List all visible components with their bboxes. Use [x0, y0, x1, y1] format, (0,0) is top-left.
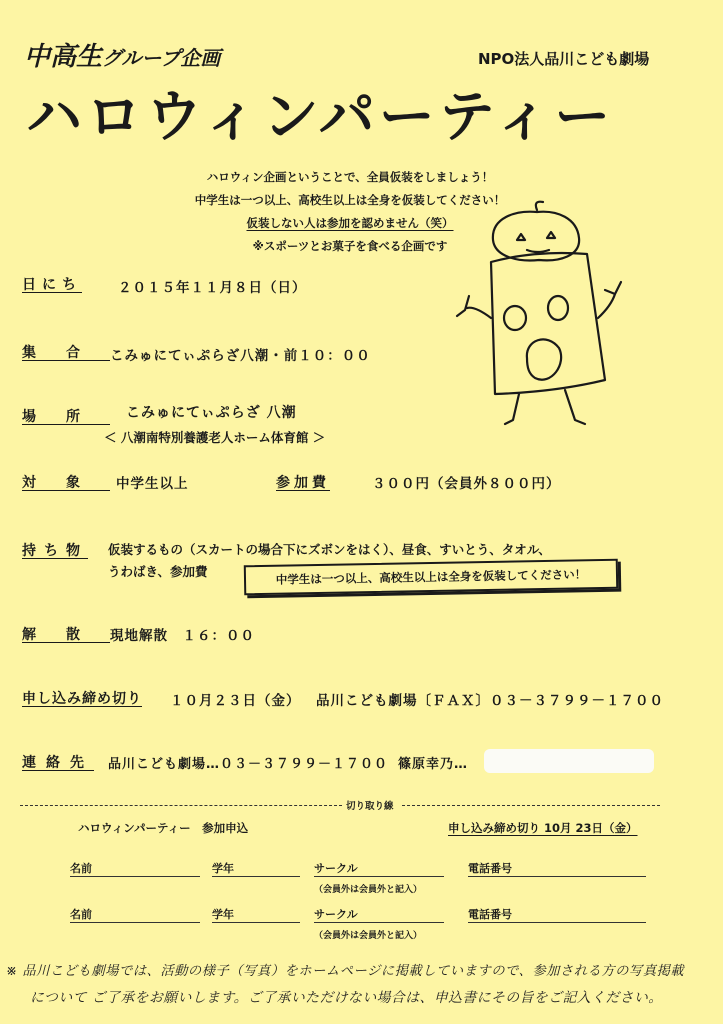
form-row-2-phone-label: 電話番号	[468, 908, 512, 921]
form-row-2-grade-label: 学年	[212, 908, 234, 921]
place-label: 場所	[22, 409, 110, 425]
cutline-right	[402, 805, 660, 806]
form-row-1-name-field[interactable]	[70, 876, 200, 877]
footnote-line-2: について ご了承をお願いします。ご了承いただけない場合は、申込書にその旨をご記入ください。	[30, 990, 663, 1006]
intro-line-2: 中学生は一つ以上、高校生以上は全身を仮装してください！	[194, 193, 506, 207]
form-row-2-grade-field[interactable]	[212, 922, 300, 923]
items-label: 持ち物	[22, 543, 88, 559]
target-label: 対象	[22, 475, 110, 491]
meeting-value: こみゅにてぃぷらざ八潮・前１０：００	[110, 348, 371, 364]
items-note-box	[244, 559, 618, 596]
contact-person: 篠原幸乃…	[398, 757, 469, 772]
form-row-2-phone-field[interactable]	[468, 922, 646, 923]
items-note: 中学生は一つ以上、高校生以上は全身を仮装してください！	[275, 567, 587, 587]
form-row-1-name-label: 名前	[70, 862, 92, 875]
group-label-bold: 中高生	[24, 42, 103, 72]
place-sub: ＜ 八潮南特別養護老人ホーム体育館 ＞	[104, 430, 326, 445]
deadline-label: 申し込み締め切り	[22, 691, 142, 707]
organizer-name: NPO法人品川こども劇場	[478, 50, 650, 68]
date-value: ２０１５年１１月８日（日）	[118, 280, 307, 296]
pumpkin-mascot-illustration	[455, 198, 630, 438]
date-label: 日にち	[22, 277, 82, 293]
dismissal-value: 現地解散 １６：００	[110, 628, 255, 644]
deadline-contact: 品川こども劇場〔ＦＡＸ〕０３－３７９９－１７００	[316, 693, 664, 709]
place-value: こみゅにてぃぷらざ 八潮	[126, 405, 297, 421]
form-row-2-name-field[interactable]	[70, 922, 200, 923]
intro-line-3: 仮装しない人は参加を認めません（笑）	[246, 216, 454, 230]
form-row-1-phone-field[interactable]	[468, 876, 646, 877]
target-value: 中学生以上	[116, 476, 189, 492]
items-line-1: 仮装するもの（スカートの場合下にズボンをはく）、昼食、すいとう、タオル、	[108, 542, 551, 557]
fee-value: ３００円（会員外８００円）	[372, 476, 561, 492]
contact-value: 品川こども劇場…０３－３７９９－１７００	[108, 757, 389, 772]
meeting-label: 集合	[22, 345, 110, 361]
form-row-1-grade-field[interactable]	[212, 876, 300, 877]
deadline-value: １０月２３日（金）	[170, 693, 301, 709]
contact-label: 連絡先	[22, 755, 94, 771]
form-row-2-circle-note: （会員外は会員外と記入）	[314, 931, 423, 941]
items-line-2: うわばき、参加費	[108, 564, 208, 579]
form-row-1-circle-note: （会員外は会員外と記入）	[314, 885, 423, 895]
form-row-2-circle-label: サークル	[314, 908, 358, 921]
intro-line-1: ハロウィン企画ということで、全員仮装をしましょう！	[206, 170, 494, 184]
redacted-area	[484, 749, 654, 773]
page-title: ハロウィンパーティー	[26, 85, 615, 150]
cutline-label: 切り取り線	[346, 801, 394, 812]
form-row-2-name-label: 名前	[70, 908, 92, 921]
group-label-rest: グループ企画	[102, 46, 221, 70]
footnote-line-1: ※ 品川こども劇場では、活動の様子（写真）をホームページに掲載していますので、参加される方の写真掲載	[6, 964, 685, 979]
form-row-1-circle-label: サークル	[314, 862, 358, 875]
form-row-1-circle-field[interactable]	[314, 876, 444, 877]
fee-label: 参加費	[276, 475, 330, 491]
form-row-1-grade-label: 学年	[212, 862, 234, 875]
form-deadline: 申し込み締め切り 10月 23日（金）	[448, 821, 638, 835]
form-row-2-circle-field[interactable]	[314, 922, 444, 923]
dismissal-label: 解散	[22, 627, 110, 643]
group-label	[24, 36, 220, 73]
intro-line-4: ※スポーツとお菓子を食べる企画です	[252, 239, 448, 253]
form-title: ハロウィンパーティー 参加申込	[78, 821, 249, 835]
form-row-1-phone-label: 電話番号	[468, 862, 512, 875]
cutline-left	[20, 805, 342, 806]
